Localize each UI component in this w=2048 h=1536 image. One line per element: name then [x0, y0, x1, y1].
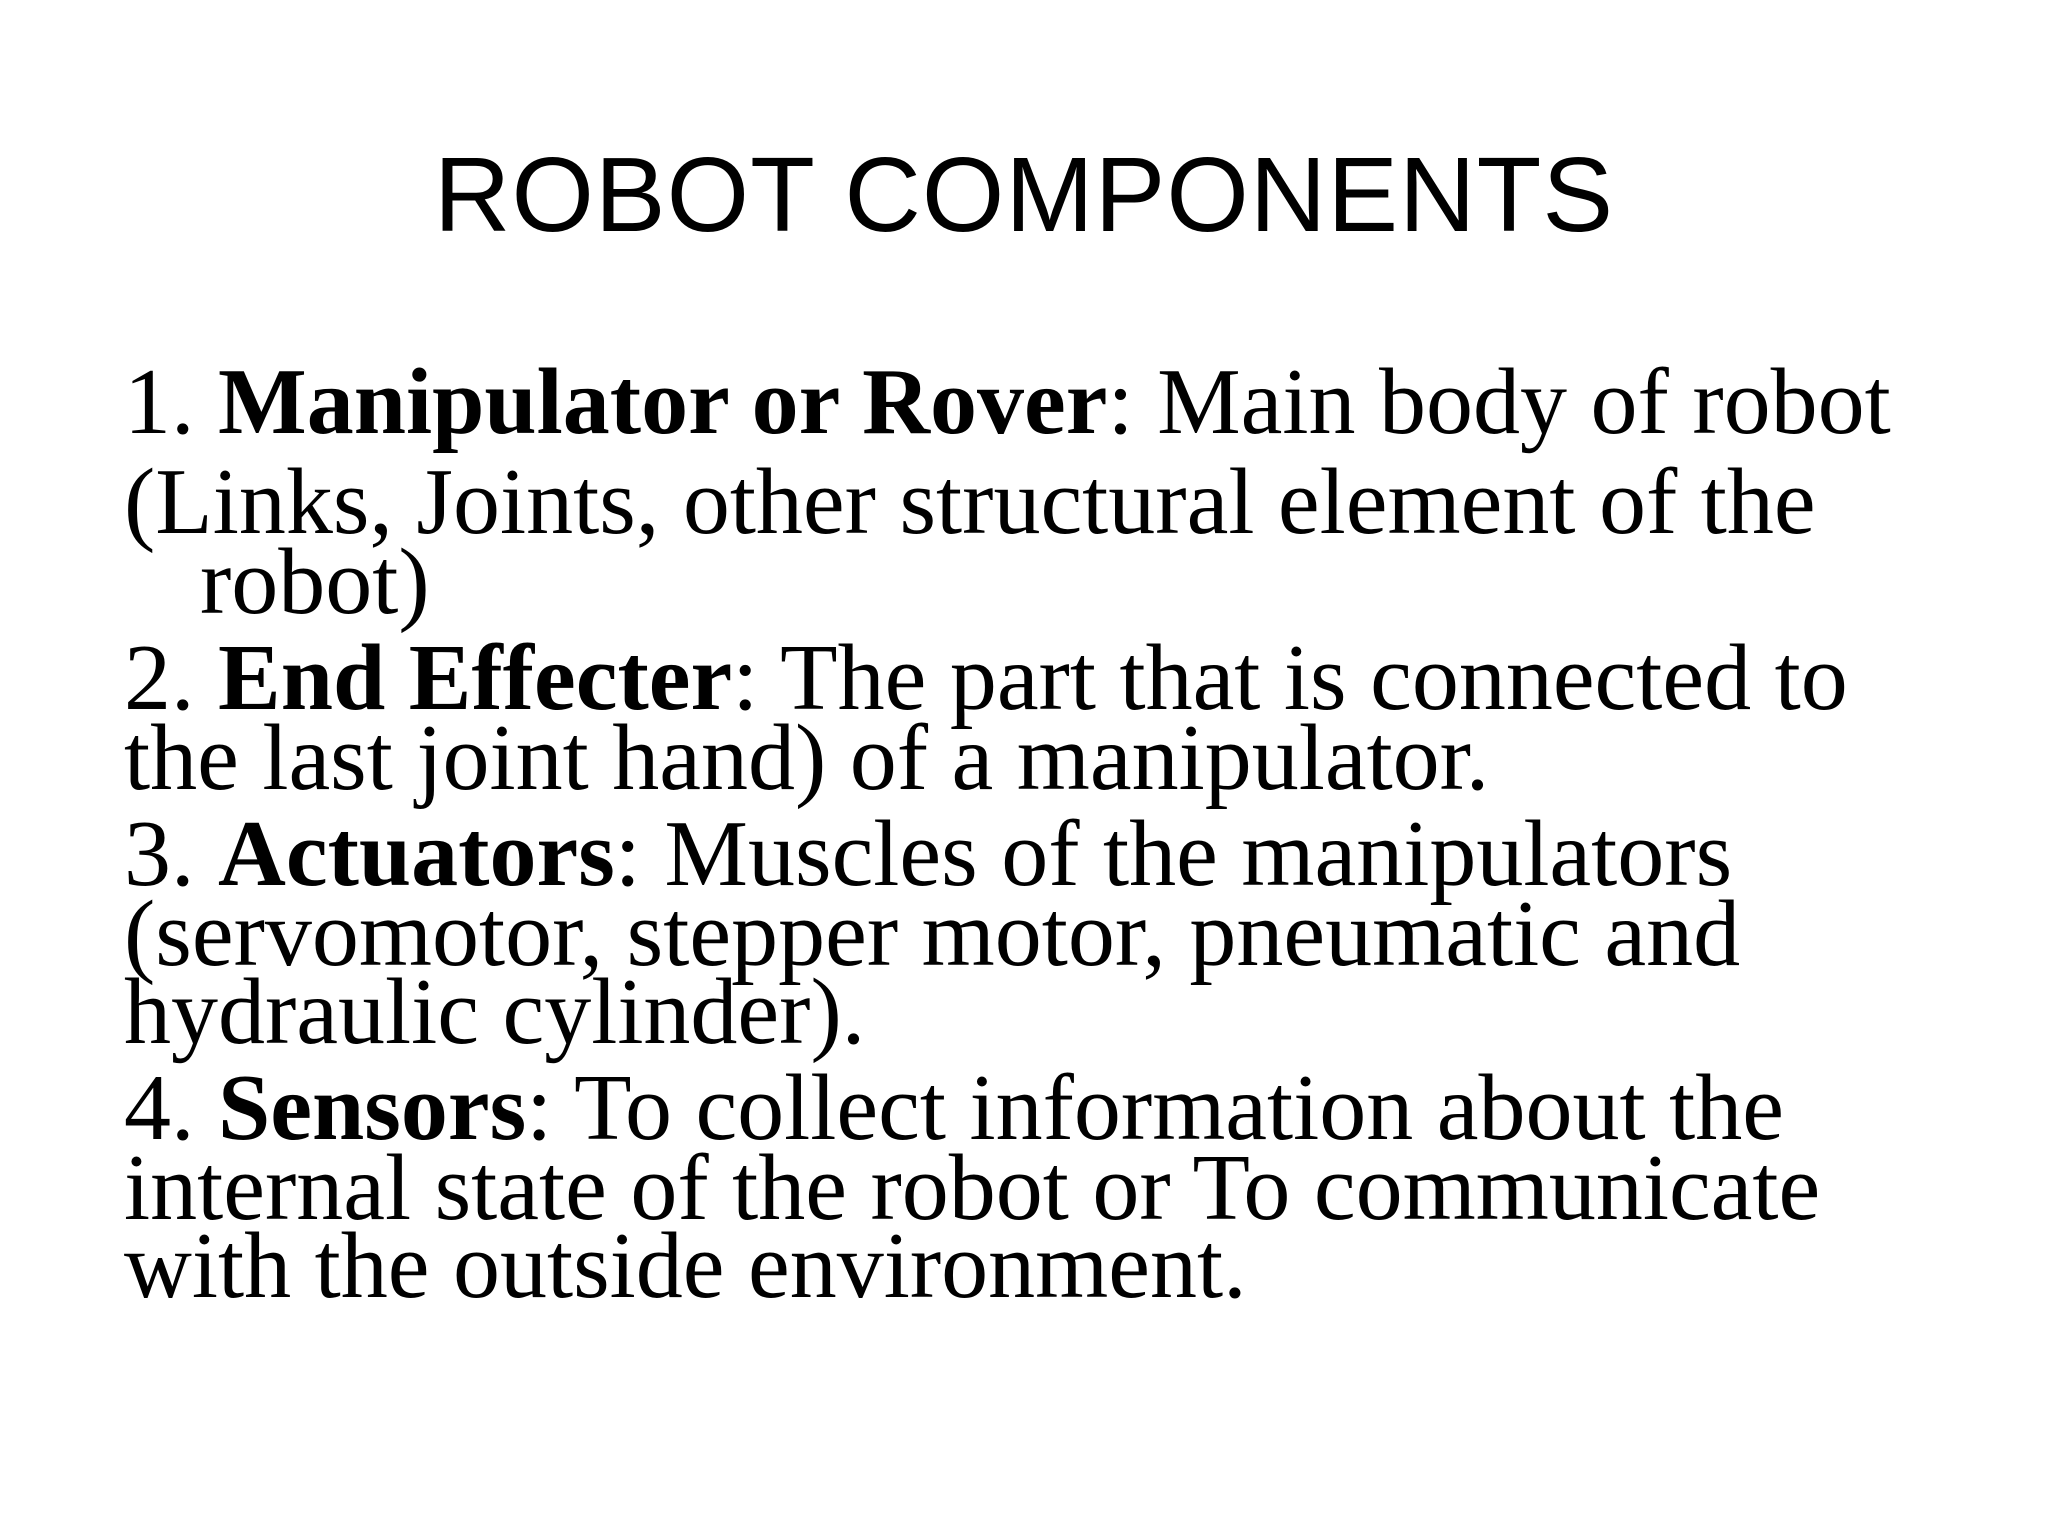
- item-1-line-1: [124, 352, 1891, 452]
- item-2-description: The part that is connected to: [758, 626, 1848, 730]
- item-3-sep: :: [614, 802, 641, 906]
- item-4-term: Sensors: [218, 1056, 527, 1160]
- item-1-sep: :: [1107, 350, 1134, 454]
- item-4-line-3: with the outside environment.: [124, 1214, 1247, 1318]
- item-3-description: Muscles of the manipulators: [640, 802, 1733, 906]
- slide-title: ROBOT COMPONENTS: [433, 136, 1615, 254]
- item-1-term: Manipulator or Rover: [218, 350, 1108, 454]
- item-4-sep: :: [526, 1056, 553, 1160]
- item-1-number: 1.: [124, 350, 195, 454]
- item-3-term: Actuators: [218, 802, 615, 906]
- item-2-sep: :: [732, 626, 759, 730]
- item-2-number: 2.: [124, 626, 195, 730]
- item-2-line-2: the last joint hand) of a manipulator.: [124, 706, 1490, 810]
- item-2-term: End Effecter: [218, 626, 733, 730]
- item-4-number: 4.: [124, 1056, 195, 1160]
- item-1-description: Main body of robot: [1133, 350, 1891, 454]
- item-1-line-3: robot): [200, 530, 430, 634]
- item-3-number: 3.: [124, 802, 195, 906]
- item-3-line-3: hydraulic cylinder).: [124, 960, 866, 1064]
- item-4-line-2: internal state of the robot or To communicate: [124, 1136, 1821, 1240]
- item-1-line-2: (Links, Joints, other structural element of the: [124, 450, 1816, 554]
- item-4-description: To collect information about the: [552, 1056, 1784, 1160]
- item-3-line-2: (servomotor, stepper motor, pneumatic and: [124, 882, 1741, 986]
